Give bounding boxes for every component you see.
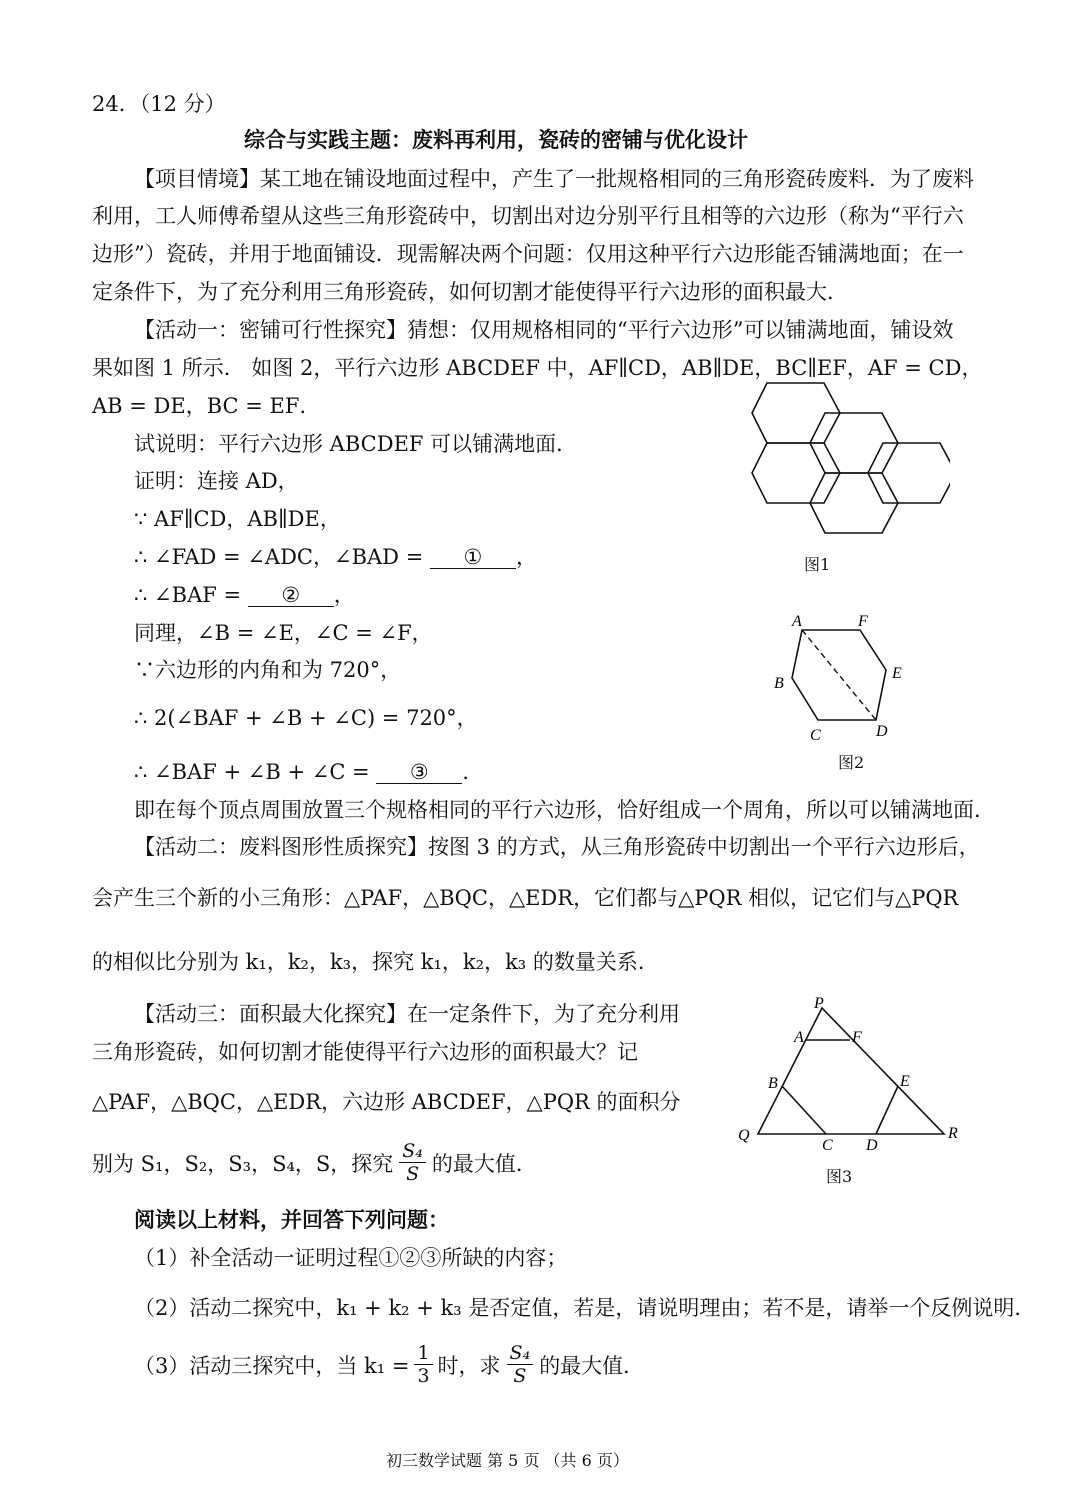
proof-line-8-text: ∴ ∠BAF + ∠B + ∠C = xyxy=(134,760,377,784)
fraction-one-third-den: 3 xyxy=(417,1365,430,1387)
activity3-line-1: 【活动三：面积最大化探究】在一定条件下，为了充分利用 xyxy=(134,1002,680,1026)
segment-bc xyxy=(782,1086,826,1134)
figure-2-caption: 图2 xyxy=(838,753,865,772)
figure-3-triangle-pqr xyxy=(732,996,972,1156)
point-label-r: R xyxy=(948,1125,958,1142)
vertex-label-b: B xyxy=(774,675,784,692)
context-line-4: 定条件下，为了充分利用三角形瓷砖，如何切割才能使得平行六边形的面积最大． xyxy=(92,280,848,304)
activity1-line-3: AB = DE，BC = EF． xyxy=(92,394,321,418)
hexagon-abcdef xyxy=(792,630,886,720)
activity1-line-4: 试说明：平行六边形 ABCDEF 可以铺满地面． xyxy=(134,432,578,456)
vertex-label-e: E xyxy=(892,665,902,682)
proof-line-3-comma: ， xyxy=(515,545,537,569)
triangle-pqr xyxy=(758,1008,944,1134)
point-label-e: E xyxy=(900,1073,910,1090)
activity3-line-2: 三角形瓷砖，如何切割才能使得平行六边形的面积最大？记 xyxy=(92,1040,638,1064)
fraction-s4-over-s-2 xyxy=(507,1342,534,1387)
fraction-denominator: S xyxy=(406,1163,420,1185)
question-3-post: 的最大值． xyxy=(539,1353,645,1378)
proof-line-8-period: ． xyxy=(462,760,484,784)
activity1-line-2: 果如图 1 所示． 如图 2，平行六边形 ABCDEF 中，AF∥CD，AB∥DE，BC∥EF，AF = CD， xyxy=(92,356,983,380)
proof-line-8 xyxy=(134,756,483,786)
figure-1-hexagon-tiling xyxy=(740,378,950,538)
proof-line-3-text: ∴ ∠FAD = ∠ADC，∠BAD = xyxy=(134,545,430,569)
activity3-line-4-end: 的最大值． xyxy=(431,1151,537,1176)
point-label-a: A xyxy=(794,1029,804,1046)
fraction-one-third-num: 1 xyxy=(414,1342,432,1365)
point-label-b: B xyxy=(768,1075,778,1092)
context-line-3: 边形”）瓷砖，并用于地面铺设．现需解决两个问题：仅用这种平行六边形能否铺满地面；在一 xyxy=(92,242,964,266)
activity3-line-4-text: 别为 S₁，S₂，S₃，S₄，S，探究 xyxy=(92,1151,394,1176)
segment-ed xyxy=(876,1086,898,1134)
vertex-label-c: C xyxy=(810,727,821,744)
question-3-mid: 时，求 xyxy=(437,1353,501,1378)
fraction-numerator-2: S₄ xyxy=(507,1342,534,1365)
activity2-line-1: 【活动二：废料图形性质探究】按图 3 的方式，从三角形瓷砖中切割出一个平行六边形后， xyxy=(134,835,980,859)
question-number: 24．（12 分） xyxy=(92,92,226,116)
point-label-q: Q xyxy=(738,1127,750,1144)
question-2: （2）活动二探究中，k₁ + k₂ + k₃ 是否定值，若是，请说明理由；若不是，请举一个反例说明． xyxy=(134,1296,1036,1320)
question-1: （1）补全活动一证明过程①②③所缺的内容； xyxy=(134,1246,568,1270)
question-3 xyxy=(134,1342,644,1387)
proof-line-2: ∵ AF∥CD，AB∥DE， xyxy=(134,507,341,531)
fraction-denominator-2: S xyxy=(513,1365,527,1387)
proof-line-1: 证明：连接 AD， xyxy=(134,469,299,493)
blank-3: ③ xyxy=(376,761,462,784)
context-line-2: 利用，工人师傅希望从这些三角形瓷砖中，切割出对边分别平行且相等的六边形（称为“平行六 xyxy=(92,204,964,228)
proof-conclusion: 即在每个顶点周围放置三个规格相同的平行六边形，恰好组成一个周角，所以可以铺满地面． xyxy=(134,798,995,822)
fraction-one-third xyxy=(414,1342,432,1387)
figure-1-caption: 图1 xyxy=(804,555,831,574)
vertex-label-d: D xyxy=(876,723,888,740)
point-label-d: D xyxy=(866,1137,878,1154)
context-line-1: 【项目情境】某工地在铺设地面过程中，产生了一批规格相同的三角形瓷砖废料．为了废料 xyxy=(134,167,974,191)
figure-3-caption: 图3 xyxy=(826,1167,853,1186)
question-3-pre: （3）活动三探究中，当 k₁ = xyxy=(134,1353,410,1378)
read-prompt: 阅读以上材料，并回答下列问题： xyxy=(134,1208,449,1232)
point-label-c: C xyxy=(822,1137,833,1154)
activity2-line-3: 的相似比分别为 k₁，k₂，k₃，探究 k₁，k₂，k₃ 的数量关系． xyxy=(92,950,659,974)
question-title: 综合与实践主题：废料再利用，瓷砖的密铺与优化设计 xyxy=(244,128,748,152)
proof-line-5: 同理，∠B = ∠E，∠C = ∠F， xyxy=(134,621,433,645)
proof-line-4 xyxy=(134,579,355,609)
proof-line-4-text: ∴ ∠BAF = xyxy=(134,583,248,607)
vertex-label-a: A xyxy=(792,613,802,630)
activity2-line-2: 会产生三个新的小三角形：△PAF，△BQC，△EDR，它们都与△PQR 相似，记它们与△PQR xyxy=(92,886,959,910)
proof-line-3 xyxy=(134,541,537,571)
proof-line-7: ∴ 2(∠BAF + ∠B + ∠C) = 720°， xyxy=(134,706,478,730)
fraction-numerator: S₄ xyxy=(399,1140,426,1163)
fraction-s4-over-s xyxy=(399,1140,426,1185)
figure-2-parallel-hexagon xyxy=(762,608,922,748)
vertex-label-f: F xyxy=(858,613,868,630)
blank-2: ② xyxy=(248,584,334,607)
activity1-line-1: 【活动一：密铺可行性探究】猜想：仅用规格相同的“平行六边形”可以铺满地面，铺设效 xyxy=(134,318,954,342)
activity3-line-4 xyxy=(92,1140,537,1185)
diagonal-ad xyxy=(802,630,876,720)
point-label-f: F xyxy=(852,1029,862,1046)
page-footer: 初三数学试题 第 5 页 （共 6 页） xyxy=(386,1451,629,1470)
proof-line-6: ∵六边形的内角和为 720°， xyxy=(134,658,402,682)
activity3-line-3: △PAF，△BQC，△EDR，六边形 ABCDEF，△PQR 的面积分 xyxy=(92,1090,681,1114)
proof-line-4-comma: ， xyxy=(333,583,355,607)
point-label-p: P xyxy=(814,996,824,1012)
blank-1: ① xyxy=(430,546,516,569)
